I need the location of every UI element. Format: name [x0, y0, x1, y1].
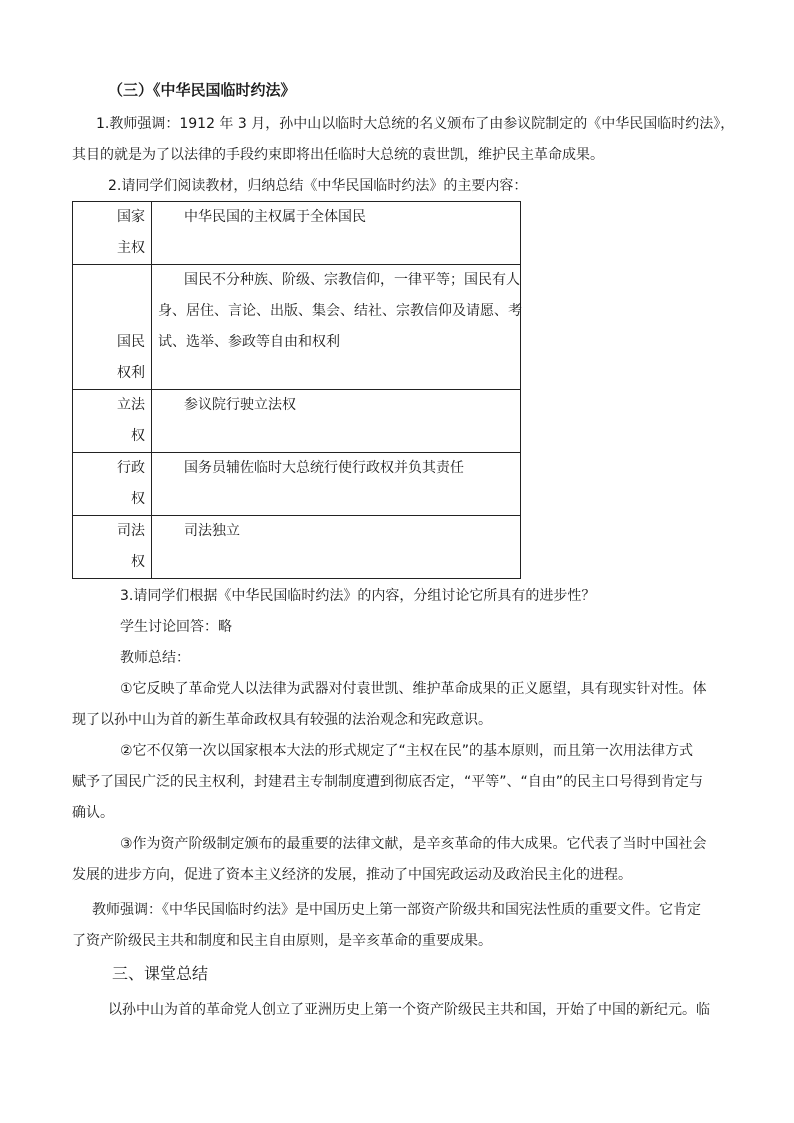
point1-line1: 1.教师强调：1912 年 3 月，孙中山以临时大总统的名义颁布了由参议院制定的《中华民国临时约法》，	[96, 116, 735, 132]
point3-line1: 3.请同学们根据《中华民国临时约法》的内容，分组讨论它所具有的进步性？	[120, 588, 596, 604]
category-sovereignty: 国家 主权	[73, 202, 152, 265]
table-row-sovereignty	[73, 202, 521, 265]
point1-line2: 其目的就是为了以法律的手段约束即将出任临时大总统的袁世凯，维护民主革命成果。	[72, 147, 604, 163]
category-legislative: 立法 权	[73, 390, 152, 453]
table-row-executive	[73, 453, 521, 516]
summary-item1-line2: 现了以孙中山为首的新生革命政权具有较强的法治观念和宪政意识。	[72, 712, 492, 728]
category-executive: 行政 权	[73, 453, 152, 516]
summary-item3-line2: 发展的进步方向，促进了资本主义经济的发展，推动了中国宪政运动及政治民主化的进程。	[72, 867, 632, 883]
student-answer: 学生讨论回答：略	[120, 619, 232, 635]
table-row-judicial	[73, 516, 521, 579]
emphasis-line1: 教师强调：《中华民国临时约法》是中国历史上第一部资产阶级共和国宪法性质的重要文件。它肯定	[92, 902, 701, 918]
summary-item2-line2: 赋予了国民广泛的民主权利，封建君主专制制度遭到彻底否定，“平等”、“自由”的民主口号得到肯定与	[72, 774, 704, 790]
part3-heading: 三、课堂总结	[112, 964, 209, 983]
teacher-summary-label: 教师总结：	[120, 650, 190, 666]
emphasis-line2: 了资产阶级民主共和制度和民主自由原则，是辛亥革命的重要成果。	[72, 933, 492, 949]
desc-line: 试、选举、参政等自由和权利	[158, 334, 340, 350]
desc-line: 国务员辅佐临时大总统行使行政权并负其责任	[184, 460, 464, 476]
summary-item2-line3: 确认。	[72, 805, 114, 821]
desc-line: 国民不分种族、阶级、宗教信仰，一律平等；国民有人	[184, 272, 520, 288]
category-citizen-rights: 国民 权利	[73, 265, 152, 390]
table-row-citizen-rights	[73, 265, 521, 390]
section-heading: （三）《中华民国临时约法》	[108, 81, 296, 99]
point2-line1: 2.请同学们阅读教材，归纳总结《中华民国临时约法》的主要内容：	[108, 178, 528, 194]
desc-line: 参议院行驶立法权	[184, 397, 296, 413]
category-judicial: 司法 权	[73, 516, 152, 579]
desc-line: 司法独立	[184, 523, 240, 539]
desc-citizen-rights	[152, 265, 521, 390]
desc-judicial	[152, 516, 521, 579]
summary-item3-line1: ③作为资产阶级制定颁布的最重要的法律文献，是辛亥革命的伟大成果。它代表了当时中国社会	[120, 836, 707, 852]
table-row-legislative	[73, 390, 521, 453]
summary-item1-line1: ①它反映了革命党人以法律为武器对付袁世凯、维护革命成果的正义愿望，具有现实针对性。体	[120, 681, 707, 697]
desc-line: 身、居住、言论、出版、集会、结社、宗教信仰及请愿、考	[158, 303, 522, 319]
desc-executive	[152, 453, 521, 516]
constitution-content-table	[72, 201, 521, 579]
desc-line: 中华民国的主权属于全体国民	[184, 209, 366, 225]
part3-line1: 以孙中山为首的革命党人创立了亚洲历史上第一个资产阶级民主共和国，开始了中国的新纪元。临	[108, 1002, 710, 1018]
desc-legislative	[152, 390, 521, 453]
summary-item2-line1: ②它不仅第一次以国家根本大法的形式规定了“主权在民”的基本原则，而且第一次用法律方式	[120, 743, 694, 759]
desc-sovereignty	[152, 202, 521, 265]
